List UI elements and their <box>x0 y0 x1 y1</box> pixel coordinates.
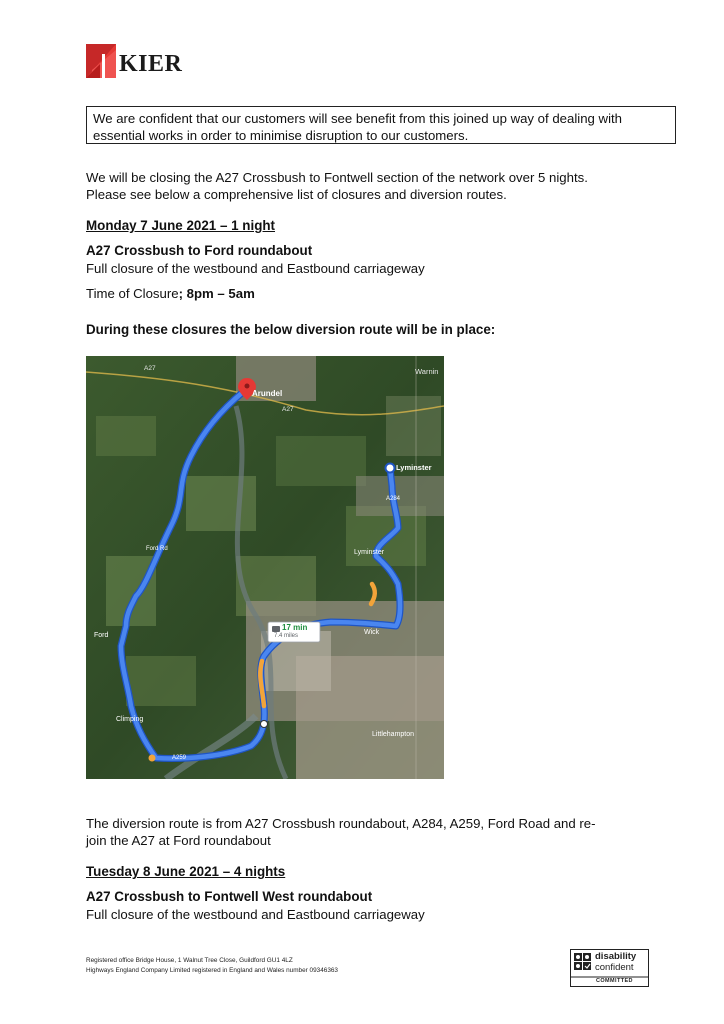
map-label-lyminster-pin: Lyminster <box>396 463 432 472</box>
time-value: 8pm – 5am <box>186 286 255 301</box>
diversion-heading: During these closures the below diversion route will be in place: <box>86 322 496 337</box>
time-separator: ; <box>178 286 187 301</box>
section1-title: A27 Crossbush to Ford roundabout <box>86 243 313 258</box>
map-label-arundel: Arundel <box>252 389 283 398</box>
map-label-a259: A259 <box>172 755 187 761</box>
section1-description: Full closure of the westbound and Eastbound carriageway <box>86 261 425 276</box>
map-label-lyminster: Lyminster <box>354 549 385 556</box>
map-label-a284: A284 <box>386 496 401 502</box>
badge-line-1: disability <box>595 951 637 962</box>
map-label-a27-top: A27 <box>144 365 156 372</box>
map-label-warning: Warnin <box>415 367 439 376</box>
section1-date-heading: Monday 7 June 2021 – 1 night <box>86 218 276 233</box>
section2-date-heading: Tuesday 8 June 2021 – 4 nights <box>86 864 286 879</box>
badge-line-2: confident <box>595 962 634 973</box>
kier-logo <box>86 42 196 82</box>
footer-line-2: Highways England Company Limited registered in England and Wales number 09346363 <box>86 967 338 974</box>
section2-description: Full closure of the westbound and Eastbound carriageway <box>86 907 425 922</box>
kier-logo-icon <box>86 44 118 80</box>
route-start-marker <box>386 464 395 473</box>
diversion-line-1: The diversion route is from A27 Crossbush roundabout, A284, A259, Ford Road and re- <box>86 816 596 831</box>
footer-registered-office <box>86 956 338 976</box>
map-label-littlehampton: Littlehampton <box>372 731 415 738</box>
intro-line-1: We will be closing the A27 Crossbush to Fontwell section of the network over 5 nights. <box>86 170 588 185</box>
badge-line-3: COMMITTED <box>596 978 633 984</box>
map-label-climping: Climping <box>116 716 144 723</box>
route-time-text: 17 min <box>282 623 308 632</box>
diversion-line-2: join the A27 at Ford roundabout <box>86 833 271 848</box>
map-label-a27-mid: A27 <box>282 406 294 413</box>
intro-line-2: Please see below a comprehensive list of closures and diversion routes. <box>86 187 507 202</box>
diversion-description <box>86 815 706 849</box>
notice-box <box>86 106 676 144</box>
time-label: Time of Closure <box>86 286 179 301</box>
logo-wordmark: KIER <box>119 51 183 77</box>
footer-line-1: Registered office Bridge House, 1 Walnut Tree Close, Guildford GU1 4LZ <box>86 957 293 964</box>
route-roundabout-marker <box>149 755 156 762</box>
map-label-ford: Ford <box>94 632 109 639</box>
route-waypoint-marker <box>261 721 268 728</box>
intro-paragraph <box>86 169 706 203</box>
section1-time-of-closure <box>86 285 255 302</box>
map-label-ford-road: Ford Rd <box>146 546 168 552</box>
map-label-wick: Wick <box>364 629 380 636</box>
route-distance-text: 7.4 miles <box>274 633 299 639</box>
diversion-map <box>86 356 444 779</box>
disability-confident-badge <box>570 949 649 987</box>
notice-text: We are confident that our customers will see benefit from this joined up way of dealing with essential works in order to minimise disruption to our customers. <box>93 111 622 143</box>
section2-title: A27 Crossbush to Fontwell West roundabout <box>86 889 373 904</box>
